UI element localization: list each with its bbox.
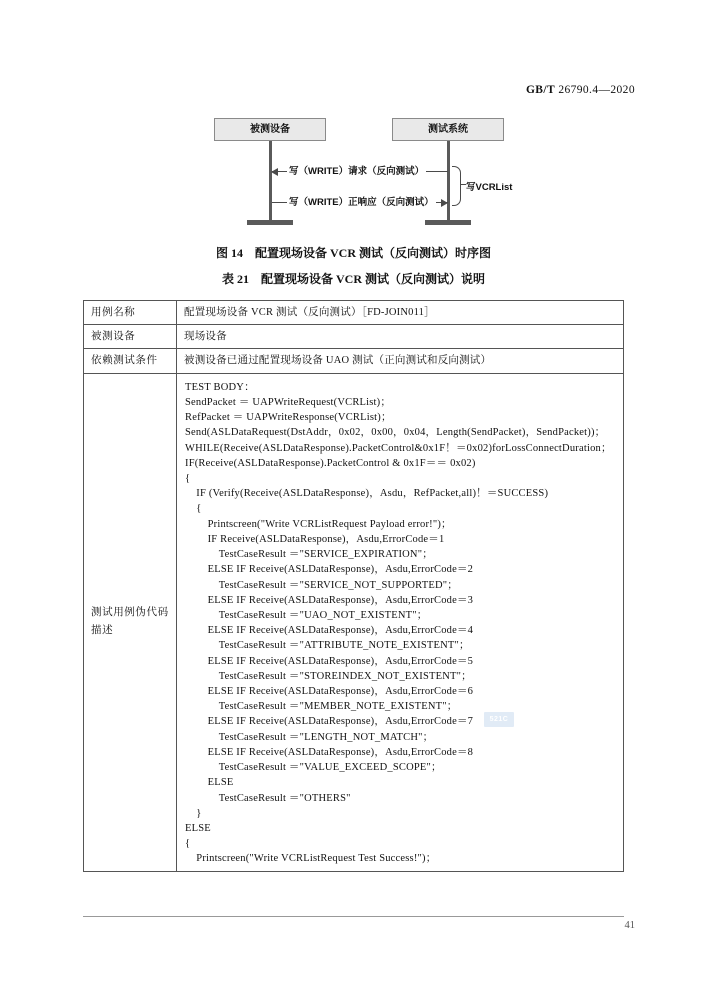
pseudocode-line: { xyxy=(185,838,191,850)
actor-box-test-system: 测试系统 xyxy=(392,118,504,141)
pseudocode-lines xyxy=(185,380,615,867)
pseudocode-line: TestCaseResult ＝"SERVICE_NOT_SUPPORTED"； xyxy=(185,579,458,591)
row-value: 被测设备已通过配置现场设备 UAO 测试（正向测试和反向测试） xyxy=(177,349,624,373)
row-label: 用例名称 xyxy=(84,301,177,325)
row-label: 依赖测试条件 xyxy=(84,349,177,373)
message-label-write-request: 写（WRITE）请求（反向测试） xyxy=(287,163,426,177)
test-case-table-body xyxy=(84,301,624,872)
row-value: 配置现场设备 VCR 测试（反向测试）［FD-JOIN011］ xyxy=(177,301,624,325)
pseudocode-line: ELSE xyxy=(185,823,211,834)
table-row-pseudocode xyxy=(84,373,624,871)
message-label-write-response: 写（WRITE）正响应（反向测试） xyxy=(287,194,436,208)
lifeline-device-under-test xyxy=(269,141,272,223)
test-case-table xyxy=(83,300,624,872)
group-brace-icon xyxy=(452,166,461,206)
actor-box-device-under-test: 被测设备 xyxy=(214,118,326,141)
figure-caption: 图 14 配置现场设备 VCR 测试（反向测试）时序图 xyxy=(216,246,491,260)
pseudocode-line: WHILE(Receive(ASLDataResponse).PacketControl&0x1F！＝0x02)forLossConnectDuration； xyxy=(185,442,612,454)
page-header xyxy=(526,84,635,96)
footer-divider xyxy=(83,916,624,917)
pseudocode-line: { xyxy=(185,472,191,484)
pseudocode-line: TestCaseResult ＝"STOREINDEX_NOT_EXISTENT"； xyxy=(185,670,472,682)
lifeline-test-system xyxy=(447,141,450,223)
group-label-write-vcrlist: 写VCRList xyxy=(466,182,513,193)
pseudocode-line: { xyxy=(185,503,202,515)
pseudocode-line: TestCaseResult ＝"MEMBER_NOTE_EXISTENT"； xyxy=(185,701,458,713)
table-row xyxy=(84,301,624,325)
pseudocode-line: Send(ASLDataRequest(DstAddr，0x02，0x00，0x04，Length(SendPacket)，SendPacket))； xyxy=(185,427,606,439)
pseudocode-line: TestCaseResult ＝"LENGTH_NOT_MATCH"； xyxy=(185,731,434,743)
row-label: 被测设备 xyxy=(84,325,177,349)
watermark: 521C xyxy=(484,712,514,727)
standard-code: GB/T xyxy=(525,84,556,96)
table-caption: 表 21 配置现场设备 VCR 测试（反向测试）说明 xyxy=(222,272,485,286)
page-number: 41 xyxy=(624,920,635,931)
pseudocode-line: TestCaseResult ＝"ATTRIBUTE_NOTE_EXISTENT"； xyxy=(185,640,470,652)
pseudocode-line: Printscreen("Write VCRListRequest Payload error!")； xyxy=(185,518,452,530)
pseudocode-line: } xyxy=(185,807,202,819)
pseudocode-line: ELSE IF Receive(ASLDataResponse)，Asdu,ErrorCode＝4 xyxy=(185,625,474,637)
pseudocode-line: ELSE IF Receive(ASLDataResponse)，Asdu,ErrorCode＝3 xyxy=(185,594,474,606)
pseudocode-line: ELSE IF Receive(ASLDataResponse)，Asdu,ErrorCode＝6 xyxy=(185,686,474,698)
pseudocode-line: RefPacket ＝ UAPWriteResponse(VCRList)； xyxy=(185,412,392,424)
pseudocode-line: ELSE IF Receive(ASLDataResponse)，Asdu,ErrorCode＝7 xyxy=(185,716,474,728)
pseudocode-line: IF(Receive(ASLDataResponse).PacketControl & 0x1F＝＝ 0x02) xyxy=(185,457,476,469)
pseudocode-line: ELSE IF Receive(ASLDataResponse)，Asdu,ErrorCode＝8 xyxy=(185,746,474,758)
lifeline-base-test-system xyxy=(425,220,471,225)
pseudocode-line: TestCaseResult ＝"VALUE_EXCEED_SCOPE"； xyxy=(185,762,442,774)
standard-number: 26790.4—2020 xyxy=(558,84,635,96)
pseudocode-line: TestCaseResult ＝"UAO_NOT_EXISTENT"； xyxy=(185,609,428,621)
arrowhead-left-icon xyxy=(271,168,278,176)
pseudocode-line: IF (Verify(Receive(ASLDataResponse)，Asdu，RefPacket,all)！＝SUCCESS) xyxy=(185,488,549,500)
table-row xyxy=(84,349,624,373)
pseudocode-block xyxy=(177,373,624,871)
row-value: 现场设备 xyxy=(177,325,624,349)
pseudocode-line: ELSE IF Receive(ASLDataResponse)，Asdu,ErrorCode＝5 xyxy=(185,655,474,667)
pseudocode-line: TestCaseResult ＝"SERVICE_EXPIRATION"； xyxy=(185,549,433,561)
pseudocode-line: TestCaseResult ＝"OTHERS" xyxy=(185,792,351,804)
pseudocode-line: SendPacket ＝ UAPWriteRequest(VCRList)； xyxy=(185,396,392,408)
arrowhead-right-icon xyxy=(441,199,448,207)
lifeline-base-device-under-test xyxy=(247,220,293,225)
pseudocode-line: IF Receive(ASLDataResponse)，Asdu,ErrorCode＝1 xyxy=(185,533,445,545)
sequence-diagram xyxy=(0,112,707,238)
table-row xyxy=(84,325,624,349)
pseudocode-line: TEST BODY： xyxy=(185,381,255,393)
pseudocode-line: ELSE xyxy=(185,777,234,789)
pseudocode-label: 测试用例伪代码描述 xyxy=(84,373,177,871)
pseudocode-line: Printscreen("Write VCRListRequest Test Success!")； xyxy=(185,853,437,865)
pseudocode-line: ELSE IF Receive(ASLDataResponse)，Asdu,ErrorCode＝2 xyxy=(185,564,474,576)
